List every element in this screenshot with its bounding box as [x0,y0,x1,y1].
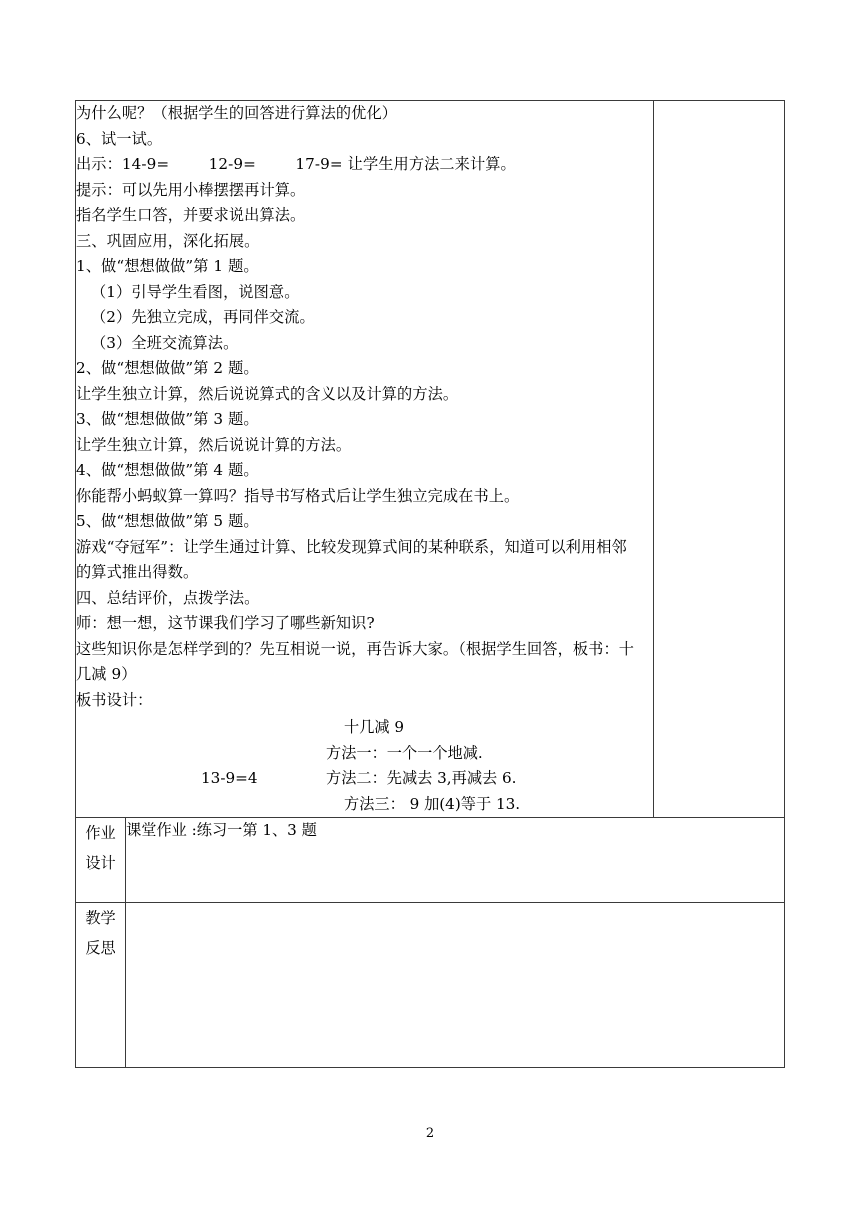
homework-label-cell [76,818,126,903]
lesson-line: 6、试一试。 [76,129,163,148]
lesson-line: 提示：可以先用小棒摆摆再计算。 [76,180,306,199]
homework-label-line-1: 作业 [85,824,116,842]
reflection-content-cell [126,903,785,1068]
reflection-label-line-2: 反思 [85,939,116,957]
blackboard-method-2: 方法二：先减去 3,再减去 6. [326,769,517,787]
lesson-line: 指名学生口答，并要求说出算法。 [76,206,306,224]
blackboard-method-1: 方法一：一个一个地减. [326,743,483,762]
homework-content-cell [126,818,785,903]
lesson-line: 板书设计： [76,690,153,709]
lesson-line: （1）引导学生看图，说图意。 [91,282,300,301]
reflection-label-line-1: 教学 [85,909,116,927]
table-row-reflection [76,903,785,1068]
lesson-line: 为什么呢？（根据学生的回答进行算法的优化） [76,104,398,122]
blackboard-equation: 13-9=4 [201,769,258,787]
table-row-lesson [76,101,785,818]
homework-content-text: 课堂作业 :练习一第 1、3 题 [126,821,317,839]
homework-label-line-2: 设计 [85,854,116,872]
blackboard-design-block [76,715,653,817]
blackboard-title: 十几减 9 [344,718,405,736]
lesson-line: 师：想一想，这节课我们学习了哪些新知识? [76,614,375,632]
page-number: 2 [425,1126,435,1141]
lesson-plan-table [75,100,785,1068]
lesson-line: 1、做“想想做做”第 1 题。 [76,257,259,275]
lesson-line: 出示：14-9= 12-9= 17-9= 让学生用方法二来计算。 [76,155,516,173]
lesson-line: 这些知识你是怎样学到的？先互相说一说，再告诉大家。（根据学生回答，板书：十 [76,639,635,658]
lesson-line: 让学生独立计算，然后说说算式的含义以及计算的方法。 [76,384,459,403]
reflection-label-cell [76,903,126,1068]
lesson-line: 游戏“夺冠军”：让学生通过计算、比较发现算式间的某种联系，知道可以利用相邻 [76,537,627,556]
lesson-line: 4、做“想想做做”第 4 题。 [76,461,259,479]
lesson-line: （3）全班交流算法。 [91,333,239,352]
lesson-line: 3、做“想想做做”第 3 题。 [76,410,259,428]
blackboard-method-3: 方法三： 9 加(4)等于 13. [344,794,521,813]
lesson-content-cell [76,101,654,818]
lesson-line: 让学生独立计算，然后说说计算的方法。 [76,435,352,454]
table-row-homework [76,818,785,903]
lesson-line: 三、巩固应用，深化拓展。 [76,231,260,250]
lesson-line: （2）先独立完成，再同伴交流。 [91,308,315,326]
lesson-line: 四、总结评价，点拨学法。 [76,588,260,607]
lesson-line: 2、做“想想做做”第 2 题。 [76,359,259,377]
lesson-line: 的算式推出得数。 [76,563,199,581]
lesson-line: 5、做“想想做做”第 5 题。 [76,512,259,530]
right-margin-cell [653,101,784,818]
lesson-line: 几减 9） [76,665,137,683]
lesson-line: 你能帮小蚂蚁算一算吗？指导书写格式后让学生独立完成在书上。 [76,486,520,505]
